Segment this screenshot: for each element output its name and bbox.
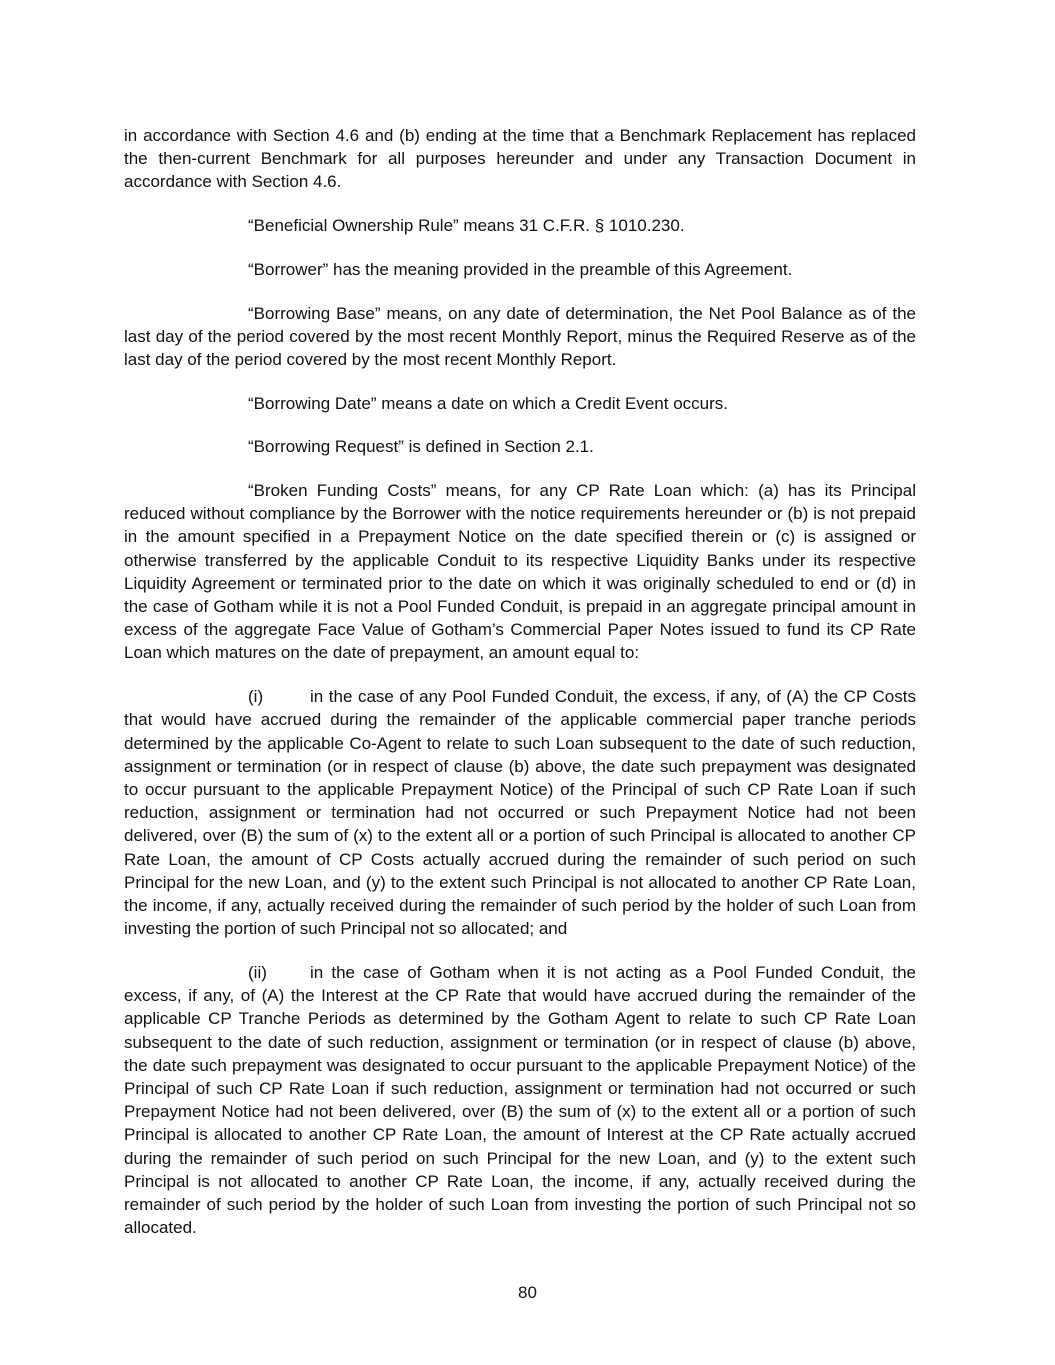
definition-borrowing-date: “Borrowing Date” means a date on which a Credit Event occurs.: [248, 393, 729, 413]
clause-ii: [124, 961, 916, 1239]
clause-i: [124, 685, 916, 940]
document-body: [124, 124, 916, 1239]
definition-beneficial-ownership-rule: “Beneficial Ownership Rule” means 31 C.F.R. § 1010.230.: [248, 216, 685, 236]
definition-broken-funding-costs: “Broken Funding Costs” means, for any CP Rate Loan which: (a) has its Principal reduced without compliance by the Borrower with the notice requirements hereunder or (b) is not prepaid in the amount specified in a Prepayment Notice on the date specified therein or (c) is assigned or otherwise transferred by the applicable Conduit to its respective Liquidity Banks under its respective Liquidity Agreement or terminated prior to the date on which it was originally scheduled to end or (d) in the case of Gotham while it is not a Pool Funded Conduit, is prepaid in an aggregate principal amount in excess of the aggregate Face Value of Gotham’s Commercial Paper Notes issued to fund its CP Rate Loan which matures on the date of prepayment, an amount equal to:: [124, 481, 916, 663]
clause-text: in the case of any Pool Funded Conduit, the excess, if any, of (A) the CP Costs that would have accrued during the remainder of the applicable commercial paper tranche periods determined by the applicable Co-Agent to relate to such Loan subsequent to the date of such reduction, assignment or termination (or in respect of clause (b) above, the date such prepayment was designated to occur pursuant to the applicable Prepayment Notice) of the Principal of such CP Rate Loan if such reduction, assignment or termination had not occurred or such Prepayment Notice had not been delivered, over (B) the sum of (x) to the extent all or a portion of such Principal is allocated to another CP Rate Loan, the amount of CP Costs actually accrued during the remainder of such period on such Principal for the new Loan, and (y) to the extent such Principal is not allocated to another CP Rate Loan, the income, if any, actually received during the remainder of such period by the holder of such Loan from investing the portion of such Principal not so allocated; and: [124, 687, 916, 939]
definition-borrowing-request: “Borrowing Request” is defined in Section 2.1.: [248, 437, 594, 457]
clause-text: in the case of Gotham when it is not acting as a Pool Funded Conduit, the excess, if any, of (A) the Interest at the CP Rate that would have accrued during the remainder of the applicable CP Tranche Periods as determined by the Gotham Agent to relate to such CP Rate Loan subsequent to the date of such reduction, assignment or termination (or in respect of clause (b) above, the date such prepayment was designated to occur pursuant to the applicable Prepayment Notice) of the Principal of such CP Rate Loan if such reduction, assignment or termination had not occurred or such Prepayment Notice had not been delivered, over (B) the sum of (x) to the extent all or a portion of such Principal is allocated to another CP Rate Loan, the amount of Interest at the CP Rate actually accrued during the remainder of such period on such Principal for the new Loan, and (y) to the extent such Principal is not allocated to another CP Rate Loan, the income, if any, actually received during the remainder of such period by the holder of such Loan from investing the portion of such Principal not so allocated.: [124, 962, 916, 1238]
page-number: 80: [518, 1283, 537, 1302]
paragraph-continuation: in accordance with Section 4.6 and (b) ending at the time that a Benchmark Replacement has replaced the then-current Benchmark for all purposes hereunder and under any Transaction Document in accordance with Section 4.6.: [124, 126, 916, 192]
clause-number: (i): [248, 687, 264, 707]
clause-number: (ii): [248, 962, 267, 982]
definition-borrowing-base: “Borrowing Base” means, on any date of determination, the Net Pool Balance as of the last day of the period covered by the most recent Monthly Report, minus the Required Reserve as of the last day of the period covered by the most recent Monthly Report.: [124, 303, 916, 369]
definition-borrower: “Borrower” has the meaning provided in the preamble of this Agreement.: [248, 259, 793, 279]
